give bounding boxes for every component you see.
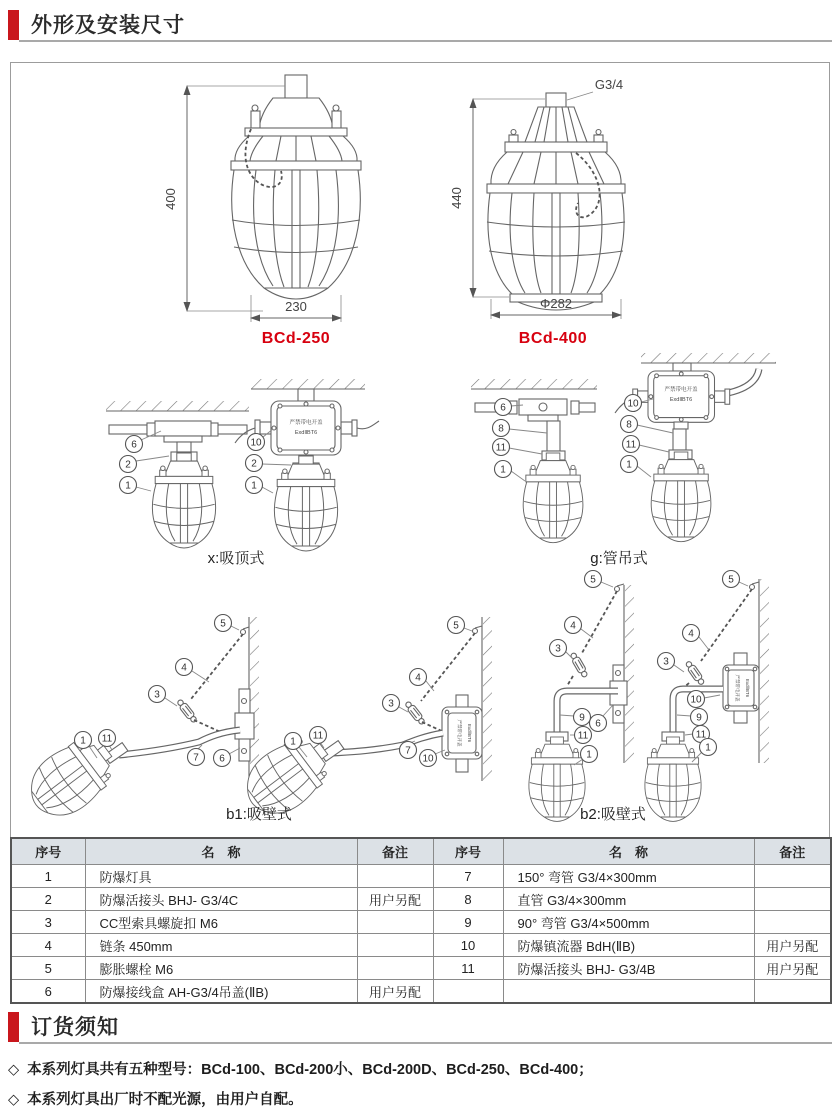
svg-text:6: 6 <box>219 753 225 765</box>
part-name: 防爆灯具 <box>85 865 357 888</box>
part-name: 防爆活接头 BHJ- G3/4C <box>85 888 357 911</box>
callout-3 <box>550 640 574 660</box>
order-note-1-text: 本系列灯具共有五种型号：BCd-100、BCd-200小、BCd-200D、BCd-250、BCd-400； <box>27 1062 593 1078</box>
diamond-bullet-icon: ◇ <box>8 1062 20 1078</box>
svg-text:4: 4 <box>181 662 187 674</box>
dim-height-400: 440 <box>449 187 464 209</box>
svg-text:1: 1 <box>500 464 506 476</box>
ceiling-hatch <box>471 379 597 389</box>
svg-text:2: 2 <box>125 459 131 471</box>
callout-10 <box>688 691 721 708</box>
svg-text:11: 11 <box>625 439 637 451</box>
svg-text:3: 3 <box>663 656 669 668</box>
part-note <box>357 911 433 934</box>
warning-text-line1: 严禁带电开盖 <box>664 387 698 393</box>
part-no: 6 <box>11 980 85 1004</box>
part-note: 用户另配 <box>357 888 433 911</box>
svg-text:6: 6 <box>500 402 506 414</box>
part-name: 防爆接线盒 AH-G3/4吊盖(ⅡB) <box>85 980 357 1004</box>
callout-1 <box>495 461 526 482</box>
part-no: 1 <box>11 865 85 888</box>
wall-hatch <box>625 585 634 763</box>
callout-4 <box>565 617 594 639</box>
callout-10 <box>420 750 446 767</box>
section2-rule <box>19 1042 832 1044</box>
svg-text:10: 10 <box>250 437 262 449</box>
turnbuckle <box>569 652 589 679</box>
callout-1 <box>692 739 717 763</box>
diagram-b1-wall-type <box>18 615 492 829</box>
svg-text:1: 1 <box>626 459 632 471</box>
callout-9 <box>677 709 708 726</box>
ceiling-hatch <box>106 401 249 411</box>
col-header-name: 名 称 <box>85 838 357 865</box>
svg-text:3: 3 <box>154 689 160 701</box>
ceiling-hatch <box>641 353 776 363</box>
table-row <box>11 911 831 934</box>
part-name: 直管 G3/4×300mm <box>503 888 754 911</box>
svg-text:11: 11 <box>577 730 589 742</box>
svg-text:1: 1 <box>586 749 592 761</box>
part-name: 防爆镇流器 BdH(ⅡB) <box>503 934 754 957</box>
svg-text:8: 8 <box>626 419 632 431</box>
callout-5 <box>723 571 749 588</box>
part-no <box>433 980 503 1004</box>
svg-text:6: 6 <box>595 718 601 730</box>
svg-text:11: 11 <box>101 733 113 745</box>
part-note <box>357 865 433 888</box>
svg-text:10: 10 <box>627 398 639 410</box>
table-header-row <box>11 838 831 865</box>
table-row <box>11 934 831 957</box>
ceiling-hatch <box>251 379 365 389</box>
parts-table <box>10 837 832 1004</box>
part-name: 防爆活接头 BHJ- G3/4B <box>503 957 754 980</box>
svg-text:4: 4 <box>415 672 421 684</box>
part-name: 膨胀螺栓 M6 <box>85 957 357 980</box>
part-no: 7 <box>433 865 503 888</box>
svg-text:5: 5 <box>220 618 226 630</box>
part-note <box>754 911 831 934</box>
callout-1 <box>621 456 652 478</box>
chain <box>567 676 573 686</box>
thread-label-g34: G3/4 <box>594 77 624 92</box>
warning-text-line2: ExdⅡBT6 <box>294 430 318 436</box>
diagram-b2-wall-type <box>529 571 769 824</box>
callout-11 <box>493 439 543 456</box>
dim-width-250: 230 <box>285 299 307 314</box>
col-header-note: 备注 <box>754 838 831 865</box>
callout-4 <box>176 659 210 683</box>
callout-6 <box>214 748 241 767</box>
part-note: 用户另配 <box>357 980 433 1004</box>
table-row <box>11 888 831 911</box>
part-name: 90° 弯管 G3/4×500mm <box>503 911 754 934</box>
part-name: CC型索具螺旋扣 M6 <box>85 911 357 934</box>
part-no: 2 <box>11 888 85 911</box>
svg-text:5: 5 <box>453 620 459 632</box>
table-row <box>11 865 831 888</box>
lamp <box>274 456 337 551</box>
callout-11 <box>623 436 670 453</box>
svg-text:1: 1 <box>80 735 86 747</box>
svg-text:10: 10 <box>690 694 702 706</box>
model-label-bcd250: BCd-250 <box>261 330 331 347</box>
svg-text:1: 1 <box>251 480 257 492</box>
part-no: 10 <box>433 934 503 957</box>
table-row <box>11 980 831 1004</box>
order-note-2 <box>8 1088 303 1109</box>
section1-title: 外形及安装尺寸 <box>31 14 185 37</box>
svg-text:4: 4 <box>688 628 694 640</box>
section1-red-bar <box>8 10 19 40</box>
lamp <box>523 453 583 543</box>
svg-text:11: 11 <box>695 729 707 741</box>
part-note: 用户另配 <box>754 934 831 957</box>
callout-3 <box>383 695 409 713</box>
caption-g-type: g:管吊式 <box>590 550 648 567</box>
part-name: 链条 450mm <box>85 934 357 957</box>
order-note-1 <box>8 1058 593 1079</box>
turnbuckle <box>684 660 706 686</box>
callout-1 <box>246 477 274 494</box>
svg-text:5: 5 <box>728 574 734 586</box>
part-note <box>754 865 831 888</box>
diagram-x-ceiling-type <box>106 379 379 567</box>
wall-hatch <box>760 579 769 763</box>
svg-text:7: 7 <box>405 745 411 757</box>
callout-4 <box>410 669 435 692</box>
part-note <box>754 888 831 911</box>
callout-4 <box>683 625 710 651</box>
section2-red-bar <box>8 1012 19 1042</box>
warning-text-line2: ExdⅡBT6 <box>467 723 472 743</box>
svg-text:1: 1 <box>290 736 296 748</box>
warning-text-line1: 严禁带电开盖 <box>457 719 462 747</box>
callout-5 <box>448 617 473 634</box>
svg-text:8: 8 <box>498 423 504 435</box>
callout-3 <box>149 686 178 707</box>
svg-text:3: 3 <box>388 698 394 710</box>
chain <box>421 633 475 701</box>
callout-7 <box>188 745 205 766</box>
warning-text-line2: ExdⅡBT6 <box>669 397 693 403</box>
model-label-bcd400: BCd-400 <box>518 330 588 347</box>
lamp <box>645 737 701 821</box>
warning-text-line1: 严禁带电开盖 <box>289 420 323 426</box>
section2-title: 订货须知 <box>31 1016 119 1039</box>
table-row <box>11 957 831 980</box>
callout-11 <box>570 727 592 744</box>
part-no: 9 <box>433 911 503 934</box>
part-no: 8 <box>433 888 503 911</box>
lamp <box>651 452 711 542</box>
part-name: 150° 弯管 G3/4×300mm <box>503 865 754 888</box>
callout-5 <box>585 571 614 588</box>
part-note <box>754 980 831 1004</box>
diamond-bullet-icon: ◇ <box>8 1092 20 1108</box>
callout-9 <box>560 709 591 726</box>
col-header-no: 序号 <box>433 838 503 865</box>
lamp <box>529 737 585 821</box>
chain <box>191 634 243 699</box>
svg-text:1: 1 <box>705 742 711 754</box>
diagram-g-pipe-type <box>471 353 776 567</box>
svg-text:4: 4 <box>570 620 576 632</box>
order-note-2-text: 本系列灯具出厂时不配光源，由用户自配。 <box>27 1092 303 1108</box>
part-note <box>357 934 433 957</box>
caption-b2-type: b2:吸壁式 <box>580 806 646 823</box>
dim-width-400: Φ282 <box>539 296 573 311</box>
callout-1 <box>120 477 152 494</box>
part-note <box>357 957 433 980</box>
svg-text:9: 9 <box>696 712 702 724</box>
caption-x-type: x:吸顶式 <box>207 550 265 567</box>
callout-3 <box>658 653 685 673</box>
callout-5 <box>215 615 240 632</box>
wall-hatch <box>250 617 259 781</box>
junction-box <box>255 401 357 455</box>
part-no: 11 <box>433 957 503 980</box>
part-no: 5 <box>11 957 85 980</box>
warning-text-line1: 严禁带电开盖 <box>735 674 740 702</box>
section1-rule <box>19 40 832 42</box>
callout-6 <box>590 705 614 732</box>
svg-text:1: 1 <box>125 480 131 492</box>
svg-text:11: 11 <box>495 442 507 454</box>
col-header-name: 名 称 <box>503 838 754 865</box>
svg-text:2: 2 <box>251 458 257 470</box>
dim-height-250: 400 <box>163 188 178 210</box>
caption-b1-type: b1:吸壁式 <box>226 806 292 823</box>
part-note: 用户另配 <box>754 957 831 980</box>
part-no: 4 <box>11 934 85 957</box>
callout-8 <box>493 420 548 437</box>
drawing-bcd400 <box>449 77 625 347</box>
svg-text:3: 3 <box>555 643 561 655</box>
col-header-note: 备注 <box>357 838 433 865</box>
callout-7 <box>400 741 417 759</box>
part-name <box>503 980 754 1004</box>
warning-text-line2: ExdⅡBT6 <box>745 678 750 698</box>
chain <box>582 591 617 653</box>
drawing-panel <box>10 62 830 838</box>
technical-drawing-svg <box>11 63 829 837</box>
drawing-bcd250 <box>163 75 361 347</box>
svg-text:9: 9 <box>579 712 585 724</box>
svg-text:10: 10 <box>422 753 434 765</box>
svg-text:11: 11 <box>312 730 324 742</box>
part-no: 3 <box>11 911 85 934</box>
col-header-no: 序号 <box>11 838 85 865</box>
svg-text:7: 7 <box>193 752 199 764</box>
svg-text:5: 5 <box>590 574 596 586</box>
lamp <box>152 453 215 548</box>
svg-text:6: 6 <box>131 439 137 451</box>
wall-hatch <box>483 617 492 781</box>
